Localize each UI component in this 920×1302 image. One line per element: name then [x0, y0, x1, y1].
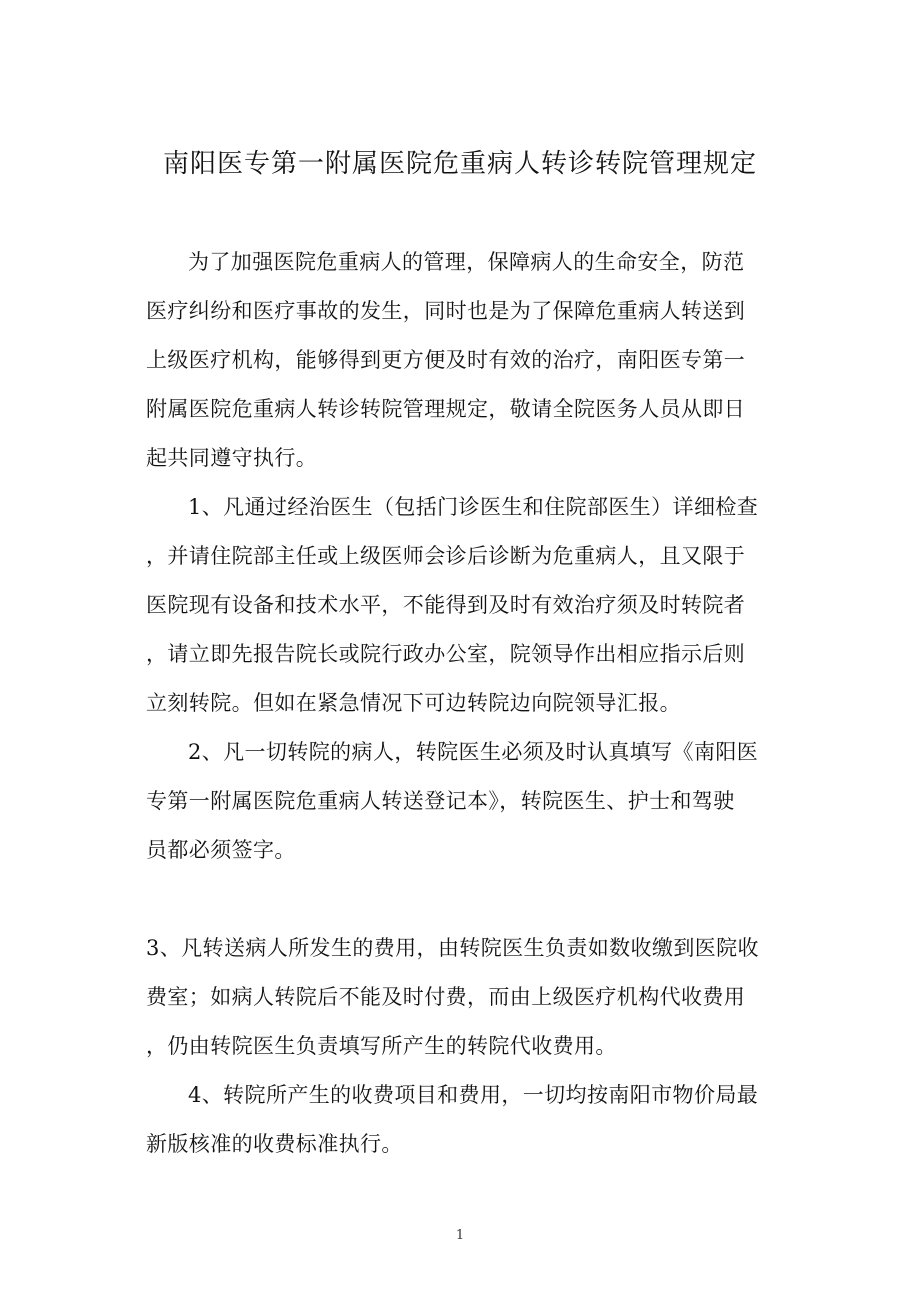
paragraph-line: 上级医疗机构，能够得到更方便及时有效的治疗，南阳医专第一	[146, 348, 746, 372]
paragraph-line: 为了加强医院危重病人的管理，保障病人的生命安全，防范	[188, 250, 745, 274]
paragraph-line: 医院现有设备和技术水平，不能得到及时有效治疗须及时转院者	[146, 593, 746, 617]
paragraph-line: 费室；如病人转院后不能及时付费，而由上级医疗机构代收费用	[146, 985, 746, 1009]
page-number: 1	[455, 1228, 465, 1243]
paragraph-line: ，请立即先报告院长或院行政办公室，院领导作出相应指示后则	[146, 642, 746, 666]
paragraph-line: 新版核准的收费标准执行。	[146, 1132, 403, 1156]
blank-line	[146, 875, 776, 924]
paragraph-item-3	[146, 924, 776, 1071]
document-title: 南阳医专第一附属医院危重病人转诊转院管理规定	[162, 149, 757, 179]
paragraph-line: 4、转院所产生的收费项目和费用，一切均按南阳市物价局最	[188, 1083, 759, 1107]
paragraph-line: 3、凡转送病人所发生的费用，由转院医生负责如数收缴到医院收	[146, 936, 759, 960]
paragraph-line: ，并请住院部主任或上级医师会诊后诊断为危重病人，且又限于	[146, 544, 746, 568]
paragraph-line: 医疗纠纷和医疗事故的发生，同时也是为了保障危重病人转送到	[146, 299, 746, 323]
paragraph-line: 1、凡通过经治医生（包括门诊医生和住院部医生）详细检查	[188, 495, 759, 519]
paragraph-line: ，仍由转院医生负责填写所产生的转院代收费用。	[146, 1034, 617, 1058]
paragraph-line: 2、凡一切转院的病人，转院医生必须及时认真填写《南阳医	[188, 740, 759, 764]
document-body	[146, 238, 776, 1169]
paragraph-line: 员都必须签字。	[146, 838, 296, 862]
paragraph-item-1	[146, 483, 776, 728]
paragraph-line: 起共同遵守执行。	[146, 446, 318, 470]
paragraph-line: 附属医院危重病人转诊转院管理规定，敬请全院医务人员从即日	[146, 397, 746, 421]
paragraph-item-2	[146, 728, 776, 875]
paragraph-line: 专第一附属医院危重病人转送登记本》，转院医生、护士和驾驶	[146, 789, 735, 813]
paragraph-intro	[146, 238, 776, 483]
paragraph-line: 立刻转院。但如在紧急情况下可边转院边向院领导汇报。	[146, 691, 681, 715]
paragraph-item-4	[146, 1071, 776, 1169]
